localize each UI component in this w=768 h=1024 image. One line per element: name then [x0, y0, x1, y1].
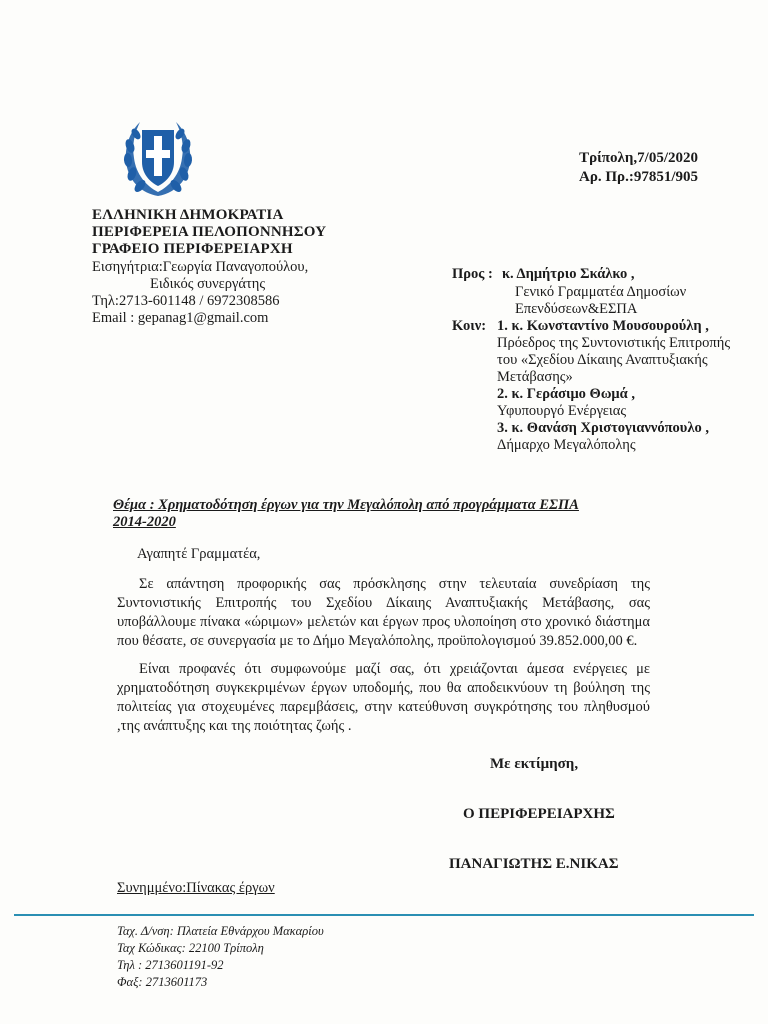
footer-postcode: Ταχ Κώδικας: 22100 Τρίπολη — [117, 941, 264, 955]
greeting: Αγαπητέ Γραμματέα, — [137, 546, 261, 562]
cc-label: Κοιν: — [452, 318, 487, 334]
to-label: Προς : — [452, 266, 493, 282]
cc1-title-1: Πρόεδρος της Συντονιστικής Επιτροπής — [497, 335, 731, 351]
signatory-title: Ο ΠΕΡΙΦΕΡΕΙΑΡΧΗΣ — [463, 806, 615, 822]
to-title-1: Γενικό Γραμματέα Δημοσίων — [515, 284, 687, 300]
sender-phone: Τηλ:2713-601148 / 6972308586 — [92, 293, 280, 309]
cc2-name: 2. κ. Γεράσιμο Θωμά , — [497, 386, 635, 402]
sender-rapporteur: Εισηγήτρια:Γεωργία Παναγοπούλου, — [92, 259, 309, 275]
footer-fax: Φαξ: 2713601173 — [117, 975, 208, 989]
sender-line-3: ΓΡΑΦΕΙΟ ΠΕΡΙΦΕΡΕΙΑΡΧΗ — [92, 241, 293, 257]
to-title-2: Επενδύσεων&ΕΣΠΑ — [515, 301, 638, 317]
subject-line-2: 2014-2020 — [113, 514, 176, 530]
protocol-number: Αρ. Πρ.:97851/905 — [579, 169, 698, 185]
cc1-name: 1. κ. Κωνσταντίνο Μουσουρούλη , — [497, 318, 709, 334]
city-date: Τρίπολη,7/05/2020 — [579, 150, 698, 166]
to-name: κ. Δημήτριο Σκάλκο , — [502, 266, 635, 282]
body-paragraph-2 — [117, 660, 650, 736]
cc2-title: Υφυπουργό Ενέργειας — [497, 403, 627, 419]
body-paragraph-1-text: Σε απάντηση προφορικής σας πρόσκλησης στην τελευταία συνεδρίαση της Συντονιστικής Επιτροπής του Σχεδίου Δίκαιης Αναπτυξιακής Μετάβασης, σας υποβάλλουμε πίνακα «ώριμων» μελετών και έργων προς υλοποίηση στο χρονικό διάστημα που θέσατε, σε συνεργασία με το Δήμο Μεγαλόπολης, προϋπολογισμού 39.852.000,00 €. — [117, 576, 650, 649]
footer-address: Ταχ. Δ/νση: Πλατεία Εθνάρχου Μακαρίου — [117, 924, 324, 938]
footer-divider — [14, 914, 754, 916]
body-paragraph-1 — [117, 575, 650, 651]
cc3-title: Δήμαρχο Μεγαλόπολης — [497, 437, 636, 453]
closing: Με εκτίμηση, — [490, 756, 579, 772]
cc3-name: 3. κ. Θανάση Χριστογιαννόπουλο , — [497, 420, 709, 436]
signatory-name: ΠΑΝΑΓΙΩΤΗΣ Ε.ΝΙΚΑΣ — [449, 856, 619, 872]
sender-line-2: ΠΕΡΙΦΕΡΕΙΑ ΠΕΛΟΠΟΝΝΗΣΟΥ — [92, 224, 327, 240]
footer-phone: Τηλ : 2713601191-92 — [117, 958, 224, 972]
subject-line-1: Θέμα : Χρηματοδότηση έργων για την Μεγαλόπολη από προγράμματα ΕΣΠΑ — [113, 497, 579, 513]
sender-role: Ειδικός συνεργάτης — [150, 276, 266, 292]
body-paragraph-2-text: Είναι προφανές ότι συμφωνούμε μαζί σας, ότι χρειάζονται άμεσα ενέργειες με χρηματοδότηση συγκεκριμένων έργων υποδομής, που θα αποδεικνύουν τη βούληση της πολιτείας για στοχευμένες παρεμβάσεις, στην κατεύθυνση συγκρότησης του πληθυσμού ,της ανάπτυξης και της ποιότητας ζωής . — [117, 661, 650, 734]
hellenic-republic-emblem — [118, 112, 198, 200]
sender-email: Email : gepanag1@gmail.com — [92, 310, 269, 326]
cc1-title-3: Μετάβασης» — [497, 369, 573, 385]
attachment-note: Συνημμένο:Πίνακας έργων — [117, 880, 275, 896]
sender-line-1: ΕΛΛΗΝΙΚΗ ΔΗΜΟΚΡΑΤΙΑ — [92, 207, 284, 223]
cc1-title-2: του «Σχεδίου Δίκαιης Αναπτυξιακής — [497, 352, 708, 368]
